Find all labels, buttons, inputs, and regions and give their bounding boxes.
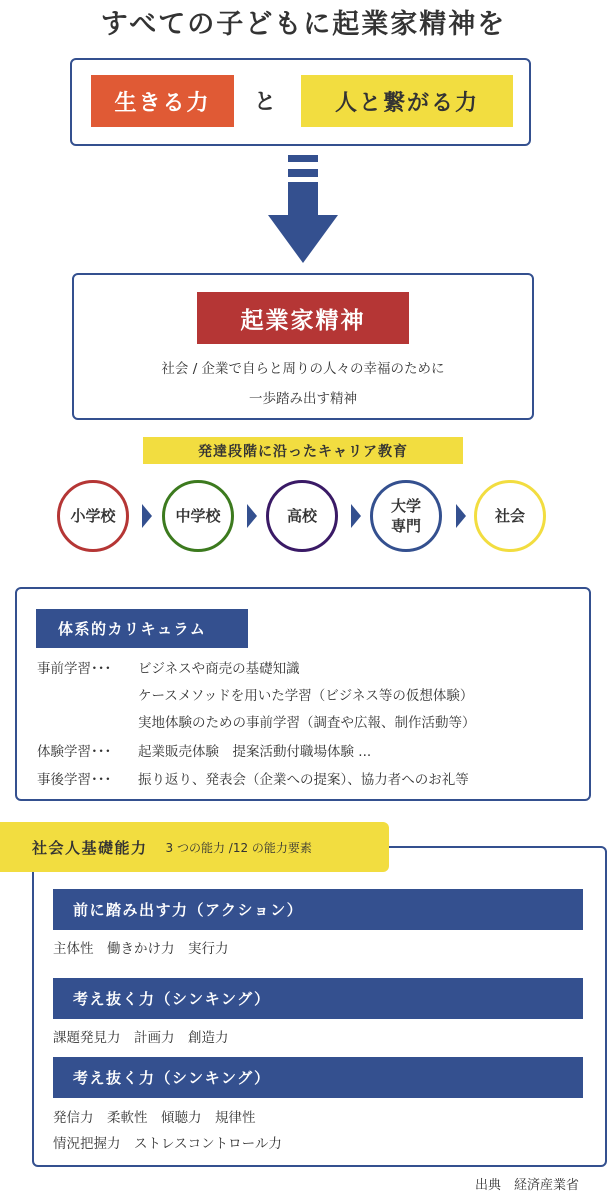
- down-arrow-icon: [262, 152, 344, 266]
- chevron-right-icon: [351, 504, 361, 528]
- curriculum-row-label: 事前学習･･･: [37, 661, 112, 677]
- stage-label-sub: 専門: [390, 517, 421, 535]
- curriculum-row-text: 実地体験のための事前学習（調査や広報、制作活動等）: [138, 715, 476, 731]
- stage-label: 高校: [286, 506, 317, 525]
- stage-junior-high: [162, 480, 234, 552]
- skill-group-items: 主体性 働きかけ力 実行力: [53, 941, 229, 957]
- curriculum-row-text: 振り返り、発表会（企業への提案）、協力者へのお礼等: [138, 772, 469, 788]
- life-ability-label: 生きる力: [91, 75, 234, 127]
- stage-label: 中学校: [175, 506, 221, 525]
- career-education-label: 発達段階に沿ったキャリア教育: [143, 437, 463, 464]
- skills-heading-tab: [0, 822, 389, 872]
- stage-label: 小学校: [70, 506, 116, 525]
- conjunction-label: と: [253, 90, 276, 115]
- stage-label: 社会: [494, 506, 525, 525]
- source-credit: 出典 経済産業省: [475, 1178, 580, 1193]
- skill-group-action: 前に踏み出す力（アクション）: [53, 889, 583, 930]
- connect-ability-label: 人と繋がる力: [301, 75, 513, 127]
- chevron-right-icon: [456, 504, 466, 528]
- stage-label: 大学: [390, 496, 421, 515]
- stage-high-school: [266, 480, 338, 552]
- chevron-right-icon: [142, 504, 152, 528]
- stage-society: [474, 480, 546, 552]
- curriculum-heading: 体系的カリキュラム: [36, 609, 248, 648]
- page-title: すべての子どもに起業家精神を: [100, 9, 507, 40]
- skill-group-thinking-2: 考え抜く力（シンキング）: [53, 1057, 583, 1098]
- skill-group-items: 課題発見力 計画力 創造力: [53, 1030, 229, 1046]
- curriculum-row-text: ビジネスや商売の基礎知識: [138, 661, 300, 677]
- curriculum-row-text: 起業販売体験 提案活動付職場体験 ...: [138, 744, 372, 760]
- skill-group-items: 発信力 柔軟性 傾聴力 規律性: [53, 1110, 256, 1126]
- stage-elementary: [57, 480, 129, 552]
- entrepreneurship-desc-line2: 一歩踏み出す精神: [249, 391, 357, 407]
- skill-group-items: 情況把握力 ストレスコントロール力: [53, 1136, 282, 1152]
- entrepreneurship-desc-line1: 社会 / 企業で自らと周りの人々の幸福のために: [161, 361, 445, 377]
- entrepreneurship-label: 起業家精神: [197, 292, 409, 344]
- curriculum-row-text: ケースメソッドを用いた学習（ビジネス等の仮想体験）: [138, 688, 474, 704]
- skills-heading: 社会人基礎能力: [32, 838, 148, 857]
- curriculum-row-label: 体験学習･･･: [37, 744, 112, 760]
- chevron-right-icon: [247, 504, 257, 528]
- curriculum-row-label: 事後学習･･･: [37, 772, 112, 788]
- skill-group-thinking: 考え抜く力（シンキング）: [53, 978, 583, 1019]
- stage-university: [370, 480, 442, 552]
- skills-subheading: 3 つの能力 /12 の能力要素: [165, 840, 312, 855]
